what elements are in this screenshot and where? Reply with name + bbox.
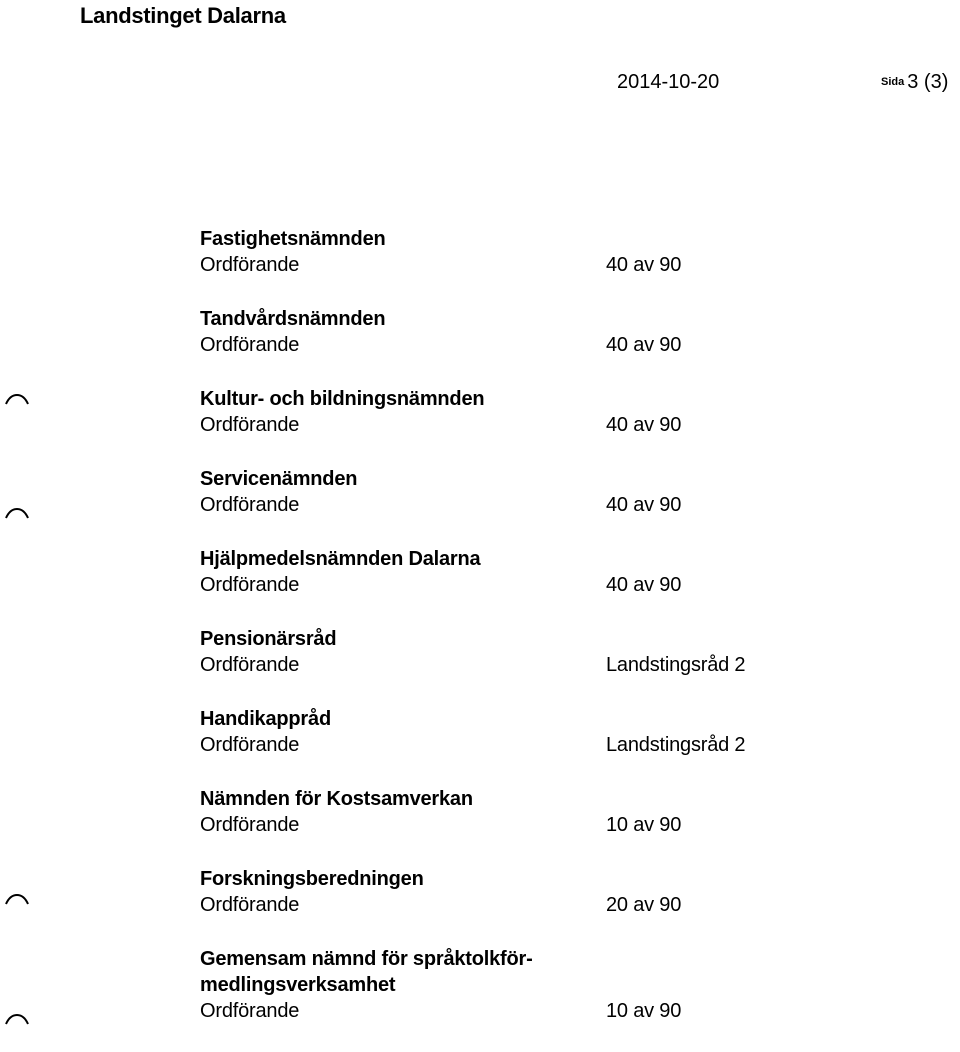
role-row: [200, 812, 820, 838]
committee-name: Tandvårdsnämnden: [200, 308, 386, 330]
role-label: Ordförande: [200, 334, 300, 356]
document-date: 2014-10-20: [617, 71, 720, 93]
role-row: [200, 412, 820, 438]
role-row: [200, 252, 820, 278]
scan-mark-icon: [4, 892, 30, 906]
role-label: Ordförande: [200, 494, 300, 516]
role-label: Ordförande: [200, 734, 300, 756]
page-number: 3 (3): [907, 71, 949, 93]
organization-title: Landstinget Dalarna: [80, 3, 286, 28]
role-label: Ordförande: [200, 654, 300, 676]
committee-entry: [200, 706, 820, 758]
role-label: Ordförande: [200, 1000, 300, 1022]
committee-name: Hjälpmedelsnämnden Dalarna: [200, 548, 481, 570]
role-value: Landstingsråd 2: [606, 654, 746, 676]
committee-list: [200, 226, 820, 1052]
role-row: [200, 892, 820, 918]
committee-name: Kultur- och bildningsnämnden: [200, 388, 485, 410]
role-value: 20 av 90: [606, 894, 682, 916]
committee-name: Forskningsberedningen: [200, 868, 424, 890]
role-row: [200, 652, 820, 678]
role-label: Ordförande: [200, 814, 300, 836]
committee-entry: [200, 306, 820, 358]
role-label: Ordförande: [200, 414, 300, 436]
role-value: 40 av 90: [606, 574, 682, 596]
role-value: 40 av 90: [606, 414, 682, 436]
committee-name: Nämnden för Kostsamverkan: [200, 788, 473, 810]
committee-entry: [200, 786, 820, 838]
role-label: Ordförande: [200, 254, 300, 276]
committee-name: Handikappråd: [200, 708, 331, 730]
committee-entry: [200, 866, 820, 918]
role-value: 10 av 90: [606, 814, 682, 836]
committee-name: Servicenämnden: [200, 468, 358, 490]
committee-entry: [200, 466, 820, 518]
role-row: [200, 572, 820, 598]
role-value: Landstingsråd 2: [606, 734, 746, 756]
scan-mark-icon: [4, 1012, 30, 1026]
role-label: Ordförande: [200, 574, 300, 596]
role-row: [200, 492, 820, 518]
role-value: 40 av 90: [606, 254, 682, 276]
scan-mark-icon: [4, 392, 30, 406]
role-row: [200, 732, 820, 758]
committee-name: Gemensam nämnd för språktolkför- medlingsverksamhet: [200, 948, 533, 996]
committee-name: Pensionärsråd: [200, 628, 337, 650]
committee-entry: [200, 626, 820, 678]
role-row: [200, 998, 820, 1024]
committee-entry: [200, 946, 820, 1024]
committee-entry: [200, 226, 820, 278]
committee-name: Fastighetsnämnden: [200, 228, 386, 250]
scan-mark-icon: [4, 506, 30, 520]
page-indicator: [881, 69, 948, 95]
role-value: 40 av 90: [606, 334, 682, 356]
role-label: Ordförande: [200, 894, 300, 916]
page-word: Sida: [881, 76, 905, 88]
committee-entry: [200, 386, 820, 438]
role-row: [200, 332, 820, 358]
role-value: 10 av 90: [606, 1000, 682, 1022]
role-value: 40 av 90: [606, 494, 682, 516]
committee-entry: [200, 546, 820, 598]
